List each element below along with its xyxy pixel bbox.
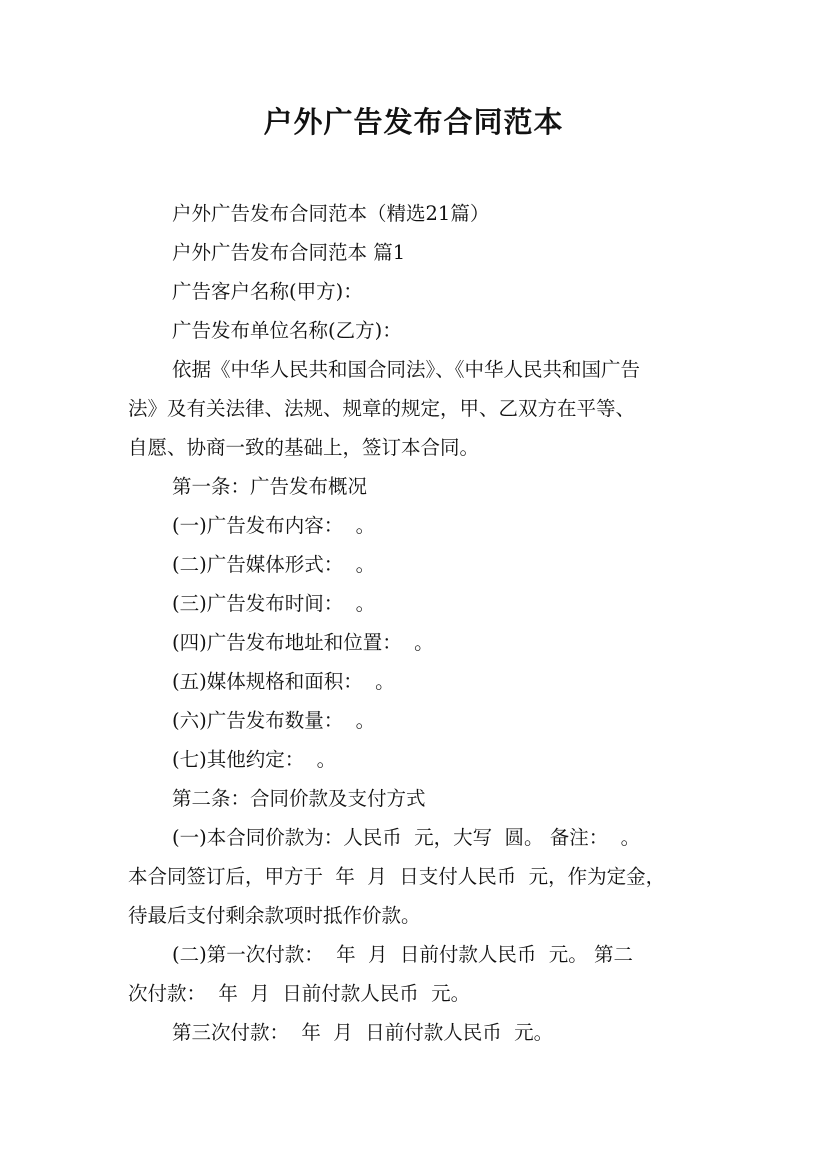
paragraph-line: 自愿、协商一致的基础上，签订本合同。 — [128, 436, 480, 459]
paragraph-line: 户外广告发布合同范本 篇1 — [172, 241, 406, 264]
document-title: 户外广告发布合同范本 — [263, 105, 564, 139]
paragraph-line: 第三次付款： 年 月 日前付款人民币 元。 — [172, 1021, 554, 1044]
paragraph-line: 法》及有关法律、法规、规章的规定，甲、乙双方在平等、 — [128, 397, 636, 420]
paragraph-line: (五)媒体规格和面积： 。 — [172, 670, 395, 693]
paragraph-line: 第一条：广告发布概况 — [172, 475, 368, 498]
paragraph-line: (二)广告媒体形式： 。 — [172, 553, 376, 576]
paragraph-line: (二)第一次付款： 年 月 日前付款人民币 元。 第二 — [172, 943, 634, 966]
paragraph-line: 待最后支付剩余款项时抵作价款。 — [128, 904, 421, 927]
paragraph-line: 依据《中华人民共和国合同法》、《中华人民共和国广告 — [172, 358, 641, 381]
paragraph-line: 第二条：合同价款及支付方式 — [172, 787, 426, 810]
paragraph-line: (三)广告发布时间： 。 — [172, 592, 376, 615]
paragraph-line: 次付款： 年 月 日前付款人民币 元。 — [128, 982, 471, 1005]
paragraph-line: (七)其他约定： 。 — [172, 748, 337, 771]
paragraph-line: (一)广告发布内容： 。 — [172, 514, 376, 537]
paragraph-line: (六)广告发布数量： 。 — [172, 709, 376, 732]
paragraph-line: 户外广告发布合同范本（精选21篇） — [172, 202, 490, 225]
paragraph-line: (四)广告发布地址和位置： 。 — [172, 631, 434, 654]
paragraph-line: 本合同签订后，甲方于 年 月 日支付人民币 元，作为定金， — [128, 865, 666, 888]
document-body — [128, 194, 708, 1052]
paragraph-line: 广告客户名称(甲方)： — [172, 280, 363, 303]
paragraph-line: 广告发布单位名称(乙方)： — [172, 319, 402, 342]
paragraph-line: (一)本合同价款为：人民币 元，大写 圆。 备注： 。 — [172, 826, 641, 849]
